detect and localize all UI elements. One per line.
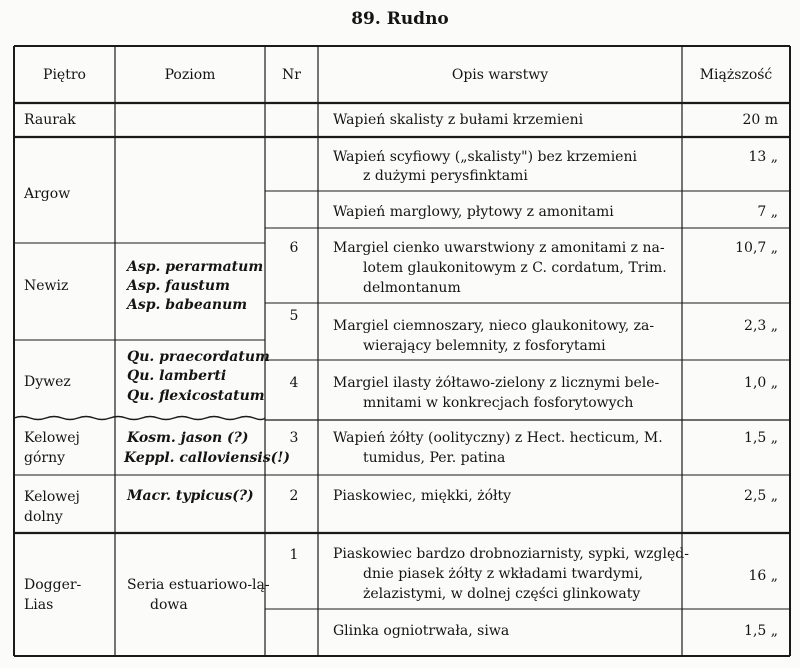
miazszosc-7: 1,5 „ <box>744 430 778 446</box>
pietro-kelowej-gorny-1: Kelowej <box>24 430 80 446</box>
poziom-dywez-2: Qu. lamberti <box>127 368 227 384</box>
opis-row-4a: Margiel cienko uwarstwiony z amonitami z na- <box>333 240 665 256</box>
miazszosc-10: 1,5 „ <box>744 623 778 639</box>
nr-1: 1 <box>289 547 299 563</box>
header-miazszosc: Miąższość <box>699 67 773 83</box>
opis-row-2b: z dużymi perysfinktami <box>363 168 528 184</box>
pietro-kelowej-dolny-1: Kelowej <box>24 489 80 505</box>
opis-row-3: Wapień marglowy, płytowy z amonitami <box>333 204 614 220</box>
opis-row-9a: Piaskowiec bardzo drobnoziarnisty, sypki, względ- <box>333 546 689 562</box>
poziom-kelowej-gorny-2: Keppl. calloviensis(!) <box>124 450 290 466</box>
page-title: 89. Rudno <box>351 9 449 29</box>
pietro-kelowej-dolny-2: dolny <box>24 509 63 525</box>
pietro-dogger-1: Dogger- <box>24 577 82 593</box>
pietro-newiz: Newiz <box>24 278 69 294</box>
nr-4: 4 <box>289 375 299 391</box>
opis-row-7b: tumidus, Per. patina <box>363 450 506 466</box>
pietro-raurak: Raurak <box>24 112 76 128</box>
poziom-newiz-2: Asp. faustum <box>127 278 230 294</box>
header-opis: Opis warstwy <box>451 67 549 83</box>
pietro-dogger-2: Lias <box>24 597 54 613</box>
opis-row-2a: Wapień scyfiowy („skalisty") bez krzemieni <box>333 149 637 165</box>
header-pietro: Piętro <box>43 67 86 83</box>
opis-row-4c: delmontanum <box>363 280 461 296</box>
opis-row-5a: Margiel ciemnoszary, nieco glaukonitowy, za- <box>333 318 655 334</box>
nr-5: 5 <box>289 308 299 324</box>
miazszosc-6: 1,0 „ <box>744 375 778 391</box>
opis-row-10: Glinka ogniotrwała, siwa <box>333 623 510 639</box>
header-nr: Nr <box>282 67 301 83</box>
header-poziom: Poziom <box>164 67 216 83</box>
poziom-newiz-1: Asp. perarmatum <box>127 259 264 275</box>
nr-2: 2 <box>289 488 299 504</box>
pietro-kelowej-gorny-2: górny <box>24 450 66 466</box>
miazszosc-3: 7 „ <box>757 204 778 220</box>
opis-row-9b: dnie piasek żółty z wkładami twardymi, <box>363 566 644 582</box>
poziom-kelowej-gorny-1: Kosm. jason (?) <box>127 430 249 446</box>
opis-row-7a: Wapień żółty (oolityczny) z Hect. hecticum, M. <box>333 430 663 446</box>
opis-row-6a: Margiel ilasty żółtawo-zielony z licznymi bele- <box>333 375 660 391</box>
miazszosc-4: 10,7 „ <box>735 240 778 256</box>
miazszosc-1: 20 m <box>742 112 778 128</box>
poziom-dogger-2: dowa <box>150 597 188 613</box>
poziom-newiz-3: Asp. babeanum <box>127 297 248 313</box>
opis-row-9c: żelazistymi, w dolnej części glinkowaty <box>363 586 641 602</box>
opis-row-8: Piaskowiec, miękki, żółty <box>333 488 512 504</box>
poziom-dywez-3: Qu. flexicostatum <box>127 388 265 404</box>
nr-6: 6 <box>289 240 299 256</box>
opis-row-6b: mnitami w konkrecjach fosforytowych <box>363 395 634 411</box>
poziom-kelowej-dolny: Macr. typicus(?) <box>127 488 254 504</box>
pietro-dywez: Dywez <box>24 374 71 390</box>
nr-3: 3 <box>289 430 299 446</box>
miazszosc-5: 2,3 „ <box>744 318 778 334</box>
miazszosc-2: 13 „ <box>748 149 778 165</box>
poziom-dogger-1: Seria estuariowo-lą- <box>127 577 270 593</box>
opis-row-1: Wapień skalisty z bułami krzemieni <box>333 112 584 128</box>
miazszosc-8: 2,5 „ <box>744 488 778 504</box>
poziom-dywez-1: Qu. praecordatum <box>127 349 270 365</box>
opis-row-5b: wierający belemnity, z fosforytami <box>363 338 606 354</box>
miazszosc-9: 16 „ <box>748 568 778 584</box>
opis-row-4b: lotem glaukonitowym z C. cordatum, Trim. <box>363 260 667 276</box>
pietro-argow: Argow <box>24 186 71 202</box>
